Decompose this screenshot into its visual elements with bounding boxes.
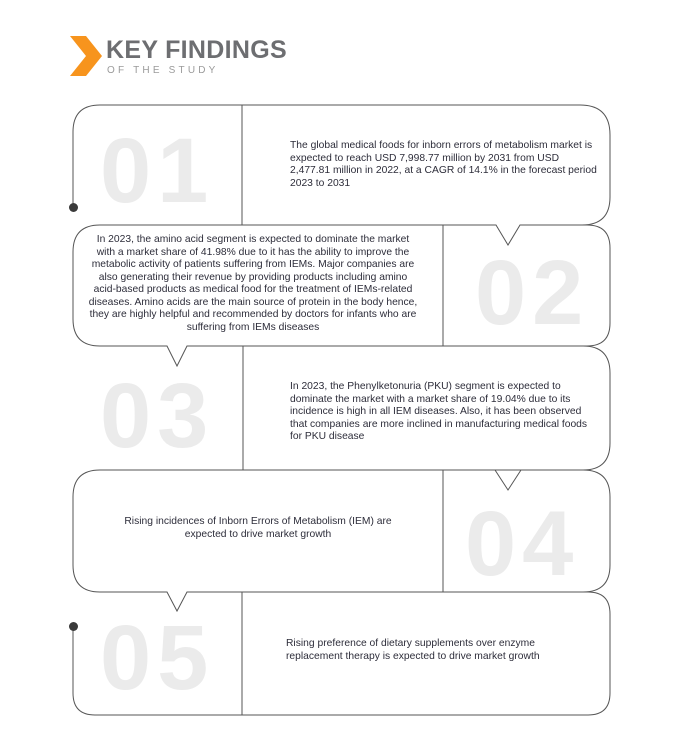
timeline-dot	[69, 622, 78, 631]
finding-number-04: 04	[465, 493, 580, 595]
finding-text-05: Rising preference of dietary supplements over enzyme replacement therapy is expected to drive market growth	[286, 638, 540, 662]
finding-number-01: 01	[100, 120, 215, 222]
finding-text-03: In 2023, the Phenylketonuria (PKU) segment is expected to dominate the market with a market share of 19.04% due to its incidence is high in all IEM diseases. Also, it has been observed that companies are more inclined in manufacturing medical foods for PKU disease	[290, 381, 588, 442]
timeline-dot	[69, 203, 78, 212]
page-subtitle: OF THE STUDY	[107, 65, 219, 76]
finding-number-05: 05	[100, 607, 215, 709]
finding-text-01: The global medical foods for inborn errors of metabolism market is expected to reach USD 7,998.77 million by 2031 from USD 2,477.81 million in 2022, at a CAGR of 14.1% in the forecast period 2023 to 2031	[290, 140, 597, 189]
finding-number-02: 02	[475, 242, 590, 344]
finding-number-03: 03	[100, 365, 215, 467]
finding-text-04: Rising incidences of Inborn Errors of Metabolism (IEM) are expected to drive market growth	[124, 516, 392, 540]
finding-text-02: In 2023, the amino acid segment is expected to dominate the market with a market share of 41.98% due to it has the ability to improve the metabolic activity of patients suffering from IEMs. Major companies are also generating their revenue by providing products including amino acid-based products as medical food for the treatment of IEMs-related diseases. Amino acids are the main source of protein in the body hence, they are highly helpful and recommended by doctors for infants who are suffering from IEMs diseases	[88, 234, 418, 333]
page-title: KEY FINDINGS	[106, 36, 287, 64]
